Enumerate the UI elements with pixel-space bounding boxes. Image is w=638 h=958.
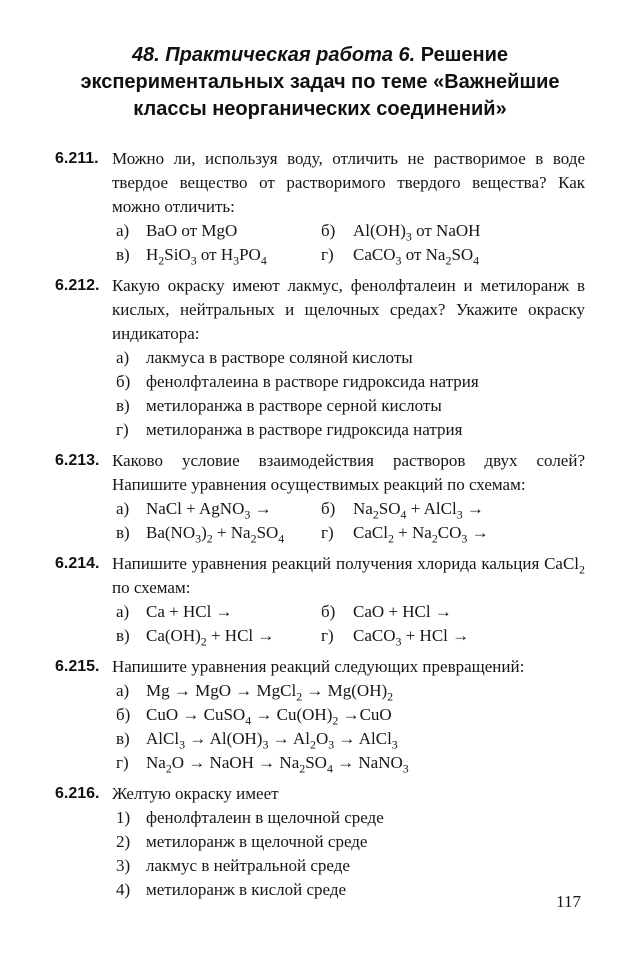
problem-6-211: [55, 147, 585, 267]
option-text: BaO от MgO: [146, 221, 238, 240]
option-label: г): [321, 245, 334, 264]
option-text: метилоранж в кислой среде: [146, 880, 347, 899]
option-label: а): [116, 221, 130, 240]
page-number: 117: [556, 892, 581, 911]
option-text: $Ca(OH)_2$ + HCl →: [146, 626, 275, 649]
option-label: в): [116, 245, 130, 264]
option-label: 3): [116, 856, 131, 875]
problem-text: Напишите уравнения реакций получения хлорида кальция CaCl$_2$ по схемам:: [112, 554, 585, 597]
problem-number: 6.211.: [55, 150, 99, 167]
title-italic-text: 48. Практическая работа 6.: [131, 44, 416, 66]
option-text: CaCO$_3$ + HCl →: [353, 626, 470, 649]
problem-content: [112, 655, 585, 775]
option-text: CuO → CuSO$_4$ → $Cu(OH)_2 \to CuO$: [146, 705, 392, 728]
options-list: [116, 679, 585, 775]
option-text: метилоранжа в растворе гидроксида натрия: [146, 420, 463, 439]
option-label: б): [321, 221, 336, 240]
option-label: г): [116, 753, 129, 772]
problem-6-215: [55, 655, 585, 775]
option-label: а): [116, 602, 130, 621]
problem-content: [112, 552, 585, 648]
option-text: $Al(OH)_3$ от NaOH: [353, 221, 481, 244]
page-title: [64, 42, 576, 123]
option-label: а): [116, 499, 130, 518]
problem-6-213: [55, 449, 585, 545]
option-label: 4): [116, 880, 131, 899]
option-text: фенолфталеина в растворе гидроксида натрия: [146, 372, 479, 391]
option-text: лакмуса в растворе соляной кислоты: [146, 348, 413, 367]
problem-6-214: [55, 552, 585, 648]
option-label: 2): [116, 832, 131, 851]
option-text: Ca + HCl →: [146, 602, 233, 621]
problem-content: [112, 147, 585, 267]
option-label: г): [321, 626, 334, 645]
option-text: $Na_2SO_4$ + AlCl$_3$ →: [353, 499, 484, 522]
problem-content: [112, 449, 585, 545]
problem-text: Какую окраску имеют лакмус, фенолфталеин и метилоранж в кислых, нейтральных и щелочных средах? Укажите окраску индикатора:: [112, 276, 585, 343]
problem-content: [112, 274, 585, 442]
option-label: б): [321, 499, 336, 518]
options-list: [116, 219, 585, 267]
options-list: [116, 600, 585, 648]
option-text: CaCl$_2$ + $Na_2CO_3$ →: [353, 523, 489, 546]
option-label: в): [116, 729, 130, 748]
option-text: лакмус в нейтральной среде: [146, 856, 350, 875]
problem-text: Желтую окраску имеет: [112, 784, 279, 803]
problem-6-212: [55, 274, 585, 442]
options-list: [116, 806, 585, 902]
option-label: а): [116, 681, 130, 700]
option-label: в): [116, 626, 130, 645]
option-text: $H_2SiO_3$ от $H_3PO_4$: [146, 245, 267, 268]
option-label: а): [116, 348, 130, 367]
problem-number: 6.215.: [55, 658, 100, 675]
option-text: NaCl + AgNO$_3$ →: [146, 499, 272, 522]
problem-number: 6.212.: [55, 277, 100, 294]
problem-number: 6.214.: [55, 555, 100, 572]
option-text: фенолфталеин в щелочной среде: [146, 808, 384, 827]
option-text: $Na_2O$ → NaOH → $Na_2SO_4$ → NaNO$_3$: [146, 753, 409, 776]
option-text: $Ba(NO_3)_2 + Na_2SO_4$: [146, 523, 285, 546]
option-label: б): [116, 372, 131, 391]
option-label: г): [321, 523, 334, 542]
option-text: метилоранж в щелочной среде: [146, 832, 368, 851]
options-list: [116, 497, 585, 545]
option-label: в): [116, 523, 130, 542]
options-list: [116, 346, 585, 442]
option-label: г): [116, 420, 129, 439]
option-label: б): [116, 705, 131, 724]
option-text: Mg → MgO → MgCl$_2$ → $Mg(OH)_2$: [146, 681, 394, 704]
option-label: 1): [116, 808, 131, 827]
problem-content: [112, 782, 585, 902]
problem-number: 6.216.: [55, 785, 100, 802]
option-text: AlCl$_3$ → $Al(OH)_3 \to Al_2O_3$ → AlCl$_3$: [146, 729, 398, 752]
option-label: в): [116, 396, 130, 415]
option-text: метилоранжа в растворе серной кислоты: [146, 396, 442, 415]
problem-number: 6.213.: [55, 452, 100, 469]
problem-text: Напишите уравнения реакций следующих превращений:: [112, 657, 525, 676]
problem-6-216: [55, 782, 585, 902]
problem-text: Можно ли, используя воду, отличить не растворимое в воде твердое вещество от растворимого твердого вещества? Как можно отличить:: [112, 149, 585, 216]
title-regular-text: Решение экспериментальных задач по теме «Важнейшие классы неорганических соединений»: [80, 44, 560, 120]
problem-text: Каково условие взаимодействия растворов двух солей? Напишите уравнения осуществимых реакций по схемам:: [112, 451, 585, 494]
option-text: CaO + HCl →: [353, 602, 452, 621]
option-text: CaCO$_3$ от $Na_2SO_4$: [353, 245, 480, 268]
option-label: б): [321, 602, 336, 621]
